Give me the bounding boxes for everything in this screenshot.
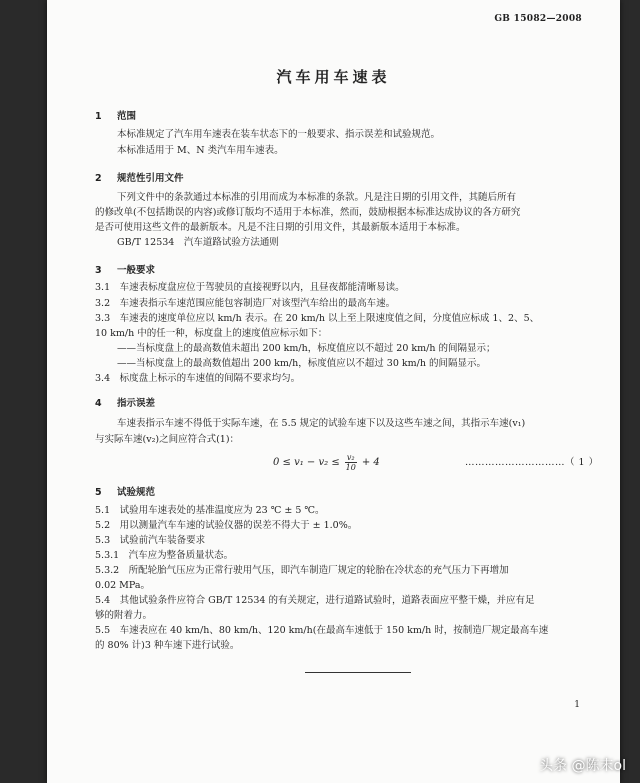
clause-5-2: 5.2 用以测量汽车车速的试验仪器的误差不得大于 ± 1.0%。 <box>95 520 358 531</box>
clause-5-5: 5.5 车速表应在 40 km/h、80 km/h、120 km/h(在最高车速低于 150 km/h 时，按制造厂规定最高车速 <box>95 625 549 636</box>
end-rule <box>305 672 411 673</box>
section-2-line: 是否可使用这些文件的最新版本。凡是不注日期的引用文件，其最新版本适用于本标准。 <box>95 222 466 233</box>
clause-3-4: 3.4 标度盘上标示的车速值的间隔不要求均匀。 <box>95 373 301 384</box>
clause-3-1: 3.1 车速表标度盘应位于驾驶员的直接视野以内，且昼夜都能清晰易读。 <box>95 282 405 293</box>
section-2-heading: 2 规范性引用文件 <box>95 173 184 184</box>
formula-1: 0 ≤ v₁ − v₂ ≤ $\frac{\text{v₂}}{10}$ + 4 <box>273 453 380 472</box>
clause-3-3: 3.3 车速表的速度单位应以 km/h 表示。在 20 km/h 以上至上限速度值之间，分度值应标成 1、2、5、 <box>95 313 540 324</box>
document-page <box>47 0 620 783</box>
formula-1-label: …………………………（ 1 ） <box>465 457 599 468</box>
section-2-line: 下列文件中的条款通过本标准的引用而成为本标准的条款。凡是注日期的引用文件，其随后所有 <box>117 192 517 203</box>
clause-5-1: 5.1 试验用车速表处的基准温度应为 23 ℃ ± 5 ℃。 <box>95 505 325 516</box>
page-number: 1 <box>574 700 580 710</box>
clause-5-4: 5.4 其他试验条件应符合 GB/T 12534 的有关规定，进行道路试验时，道路表面应平整干燥，并应有足 <box>95 595 535 606</box>
clause-5-5-cont: 的 80% 计)3 种车速下进行试验。 <box>95 640 240 651</box>
section-2-reference: GB/T 12534 汽车道路试验方法通则 <box>117 237 279 248</box>
section-1-line: 本标准规定了汽车用车速表在装车状态下的一般要求、指示误差和试验规范。 <box>117 129 441 140</box>
section-4-line: 车速表指示车速不得低于实际车速，在 5.5 规定的试验车速下以及这些车速之间，其指示车速(v₁) <box>117 418 526 429</box>
section-1-heading: 1 范围 <box>95 111 137 122</box>
section-4-line: 与实际车速(v₂)之间应符合式(1)： <box>95 434 240 445</box>
section-2-line: 的修改单(不包括勘误的内容)或修订版均不适用于本标准，然而，鼓励根据本标准达成协议的各方研究 <box>95 207 521 218</box>
section-1-line: 本标准适用于 M、N 类汽车用车速表。 <box>117 145 284 156</box>
section-4-heading: 4 指示误差 <box>95 398 156 409</box>
clause-5-3: 5.3 试验前汽车装备要求 <box>95 535 206 546</box>
clause-5-3-1: 5.3.1 汽车应为整备质量状态。 <box>95 550 234 561</box>
clause-3-3-item: ——当标度盘上的最高数值超出 200 km/h，标度值应以不超过 30 km/h 的间隔显示。 <box>117 358 486 369</box>
clause-5-3-2-cont: 0.02 MPa。 <box>95 580 151 591</box>
clause-3-2: 3.2 车速表指示车速范围应能包容制造厂对该型汽车给出的最高车速。 <box>95 298 396 309</box>
standard-code: GB 15082—2008 <box>494 14 582 24</box>
clause-5-3-2: 5.3.2 所配轮胎气压应为正常行驶用气压，即汽车制造厂规定的轮胎在冷状态的充气压力下再增加 <box>95 565 509 576</box>
document-title: 汽车用车速表 <box>276 68 391 86</box>
watermark: 头条 @陈末ol <box>539 758 626 774</box>
clause-3-3-cont: 10 km/h 中的任一种，标度盘上的速度值应标示如下： <box>95 328 328 339</box>
clause-3-3-item: ——当标度盘上的最高数值未超出 200 km/h，标度值应以不超过 20 km/h 的间隔显示； <box>117 343 496 354</box>
section-3-heading: 3 一般要求 <box>95 265 156 276</box>
section-5-heading: 5 试验规范 <box>95 487 156 498</box>
clause-5-4-cont: 够的附着力。 <box>95 610 153 621</box>
